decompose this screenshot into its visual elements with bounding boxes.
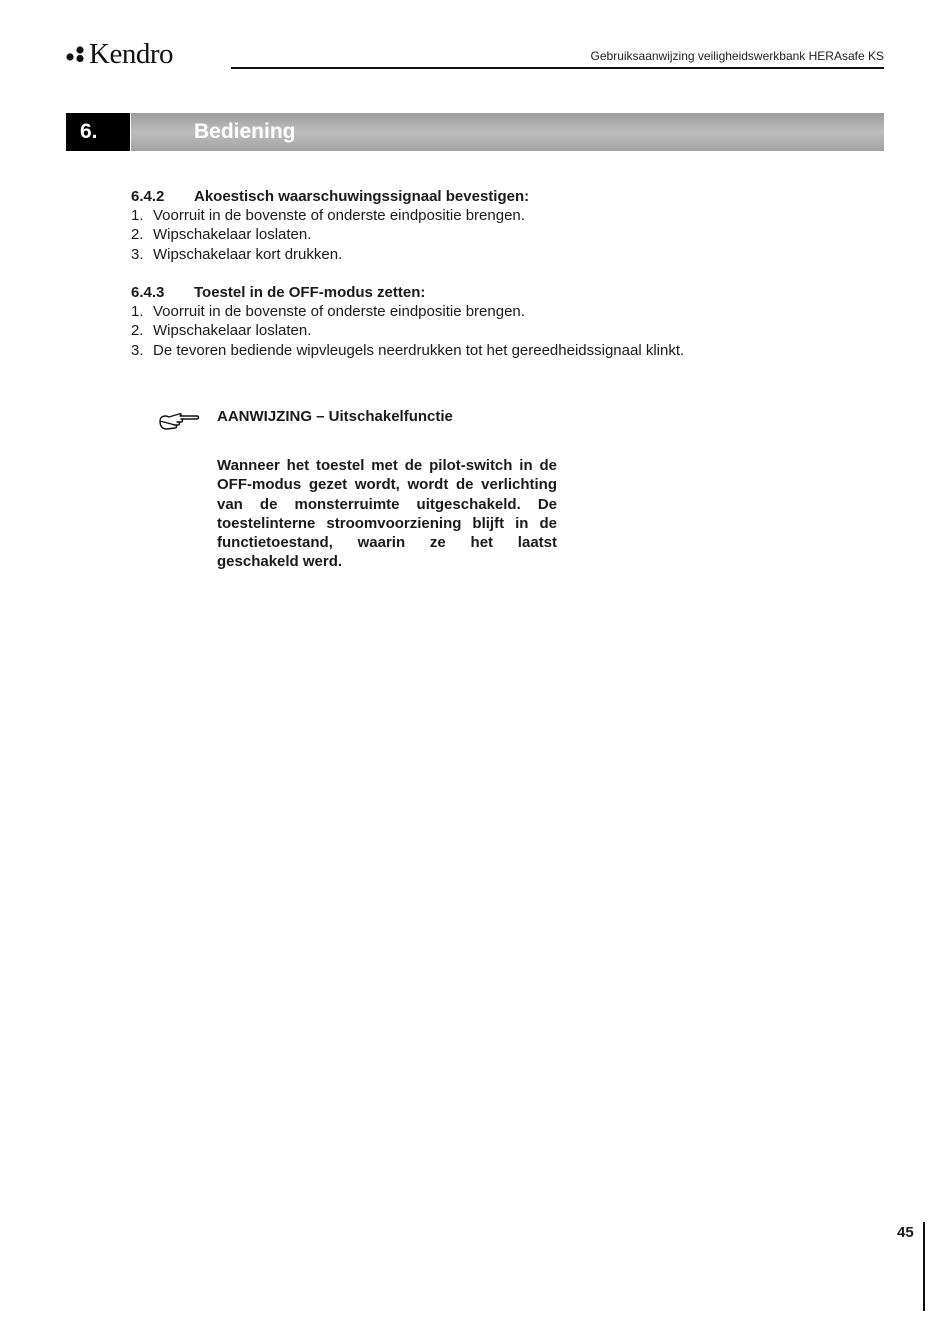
list-item <box>131 321 691 340</box>
section-number: 6.4.2 <box>131 188 165 205</box>
step-list <box>131 302 691 360</box>
section-6-4-3 <box>131 283 691 360</box>
step-text: Voorruit in de bovenste of onderste eindpositie brengen. <box>153 303 525 321</box>
step-number: 2. <box>131 226 144 244</box>
step-number: 1. <box>131 207 144 225</box>
section-number: 6.4.3 <box>131 284 165 301</box>
section-heading-text: Toestel in de OFF-modus zetten: <box>194 284 426 301</box>
pointing-hand-icon <box>157 411 201 433</box>
kendro-logo <box>66 36 173 72</box>
section-heading-text: Akoestisch waarschuwingssignaal bevestigen: <box>194 188 530 205</box>
header-divider <box>231 67 884 69</box>
step-number: 2. <box>131 322 144 340</box>
list-item <box>131 225 691 244</box>
step-number: 1. <box>131 303 144 321</box>
hint-title: AANWIJZING – Uitschakelfunctie <box>217 408 453 425</box>
page-number: 45 <box>897 1224 914 1241</box>
section-6-4-2 <box>131 187 691 264</box>
hint-body: Wanneer het toestel met de pilot-switch in de OFF-modus gezet wordt, wordt de verlichting van de monsterruimte uitgeschakeld. De toestelinterne stroomvoorziening blijft in de functietoestand, waarin ze het laatst geschakeld werd. <box>217 457 557 571</box>
chapter-title: Bediening <box>131 113 884 151</box>
list-item <box>131 245 691 264</box>
list-item <box>131 206 691 225</box>
step-number: 3. <box>131 245 144 263</box>
step-text: Wipschakelaar kort drukken. <box>153 245 343 263</box>
step-number: 3. <box>131 341 144 359</box>
logo-text: Kendro <box>89 37 173 70</box>
page-number-divider <box>923 1222 925 1311</box>
section-heading <box>131 187 691 206</box>
step-text: Wipschakelaar loslaten. <box>153 322 312 340</box>
step-list <box>131 206 691 264</box>
section-heading <box>131 283 691 302</box>
document-title: Gebruiksaanwijzing veiligheidswerkbank HERAsafe KS <box>590 49 884 63</box>
step-text: Voorruit in de bovenste of onderste eindpositie brengen. <box>153 207 525 225</box>
step-text: Wipschakelaar loslaten. <box>153 226 312 244</box>
chapter-number: 6. <box>66 113 130 151</box>
logo-dots-icon <box>66 45 88 63</box>
list-item <box>131 341 691 360</box>
step-text: De tevoren bediende wipvleugels neerdrukken tot het gereedheidssignaal klinkt. <box>153 341 685 359</box>
list-item <box>131 302 691 321</box>
